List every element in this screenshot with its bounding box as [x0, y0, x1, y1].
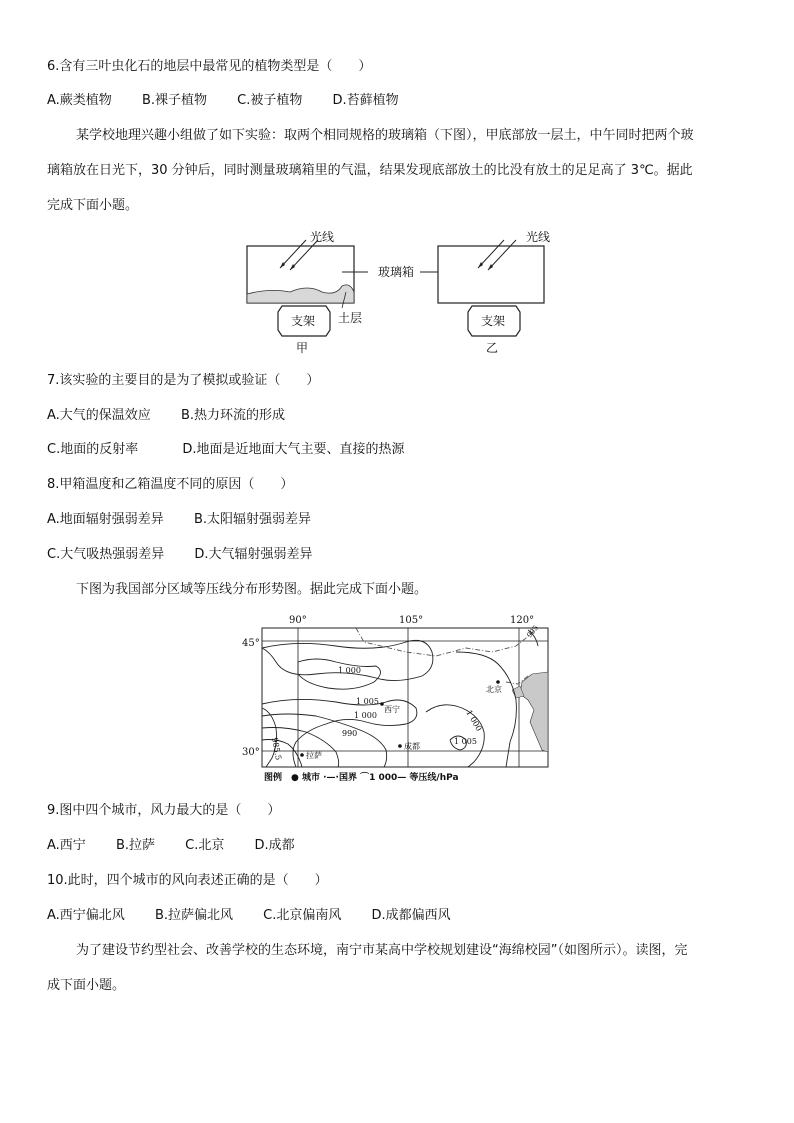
q6-stem: 6.含有三叶虫化石的地层中最常见的植物类型是（ ）	[47, 59, 372, 74]
q8-options-row1	[47, 512, 337, 528]
q10-option-b: B.拉萨偏北风	[154, 908, 234, 923]
q6-option-d: D.苔藓植物	[332, 93, 399, 108]
glass-box-experiment-figure	[230, 226, 570, 356]
q7-options-row2	[47, 442, 431, 458]
q9-stem: 9.图中四个城市，风力最大的是（ ）	[47, 803, 281, 818]
q9-option-c: C.北京	[185, 838, 225, 853]
isobar-label: 1 005	[454, 737, 477, 746]
city-dot-beijing	[496, 680, 500, 684]
q10-option-c: C.北京偏南风	[263, 908, 342, 923]
city-dot-lhasa	[300, 753, 304, 757]
q6-options	[47, 93, 425, 109]
q6-option-b: B.裸子植物	[141, 93, 208, 108]
intro1-line2: 璃箱放在日光下，30 分钟后，同时测量玻璃箱里的气温，结果发现底部放土的比没有放土的足足高了 3℃。据此	[47, 163, 693, 178]
q7-stem: 7.该实验的主要目的是为了模拟或验证（ ）	[47, 373, 320, 388]
q7-option-b: B.热力环流的形成	[180, 408, 286, 423]
q6-option-a: A.蕨类植物	[47, 93, 112, 108]
box-yi-label: 乙	[486, 341, 499, 355]
q8-stem: 8.甲箱温度和乙箱温度不同的原因（ ）	[47, 477, 294, 492]
intro3-line2: 成下面小题。	[47, 978, 126, 993]
q9-option-b: B.拉萨	[115, 838, 156, 853]
lat-label-30: 30°	[242, 747, 260, 758]
q7-options-row1	[47, 408, 311, 424]
city-label-chengdu: 成都	[404, 742, 420, 751]
q8-options-row2	[47, 547, 339, 563]
lat-label-45: 45°	[242, 638, 260, 649]
box-jia-label: 甲	[296, 341, 309, 355]
glass-box-label: 玻璃箱	[378, 265, 415, 279]
lon-label-105: 105°	[399, 615, 424, 626]
soil-layer-label: 土层	[338, 311, 363, 325]
city-label-xining: 西宁	[384, 705, 400, 714]
city-dot-chengdu	[398, 744, 402, 748]
isobar-map-figure	[236, 612, 556, 784]
light-label-left: 光线	[310, 230, 335, 244]
q8-option-a: A.地面辐射强弱差异	[47, 512, 164, 527]
q8-option-c: C.大气吸热强弱差异	[47, 547, 165, 562]
q9-options	[47, 838, 321, 854]
light-label-right: 光线	[526, 230, 551, 244]
q7-option-a: A.大气的保温效应	[47, 408, 151, 423]
isobar-label: 1 005	[356, 697, 379, 706]
q8-option-b: B.太阳辐射强弱差异	[193, 512, 312, 527]
isobar-label: 1 000	[354, 711, 377, 720]
lon-label-90: 90°	[289, 615, 307, 626]
lon-label-120: 120°	[510, 615, 535, 626]
q7-option-d: D.地面是近地面大气主要、直接的热源	[182, 442, 405, 457]
city-label-lhasa: 拉萨	[306, 751, 322, 760]
q6-option-c: C.被子植物	[237, 93, 303, 108]
q9-option-a: A.西宁	[47, 838, 86, 853]
q9-option-d: D.成都	[254, 838, 295, 853]
intro2-text: 下图为我国部分区域等压线分布形势图。据此完成下面小题。	[76, 582, 428, 597]
isobar-label: 1 000	[464, 708, 484, 733]
intro1-line1: 某学校地理兴趣小组做了如下实验：取两个相同规格的玻璃箱（下图），甲底部放一层土，中午同时把两个玻	[76, 128, 694, 143]
q10-options	[47, 908, 477, 924]
isobar-label: 1 000	[338, 666, 361, 675]
q10-stem: 10.此时，四个城市的风向表述正确的是（ ）	[47, 873, 328, 888]
intro3-line1: 为了建设节约型社会、改善学校的生态环境，南宁市某高中学校规划建设“海绵校园”（如图所示）。读图，完	[76, 943, 688, 958]
isobar-label: 995	[525, 623, 541, 640]
q8-option-d: D.大气辐射强弱差异	[194, 547, 313, 562]
stand-right-label: 支架	[481, 314, 506, 328]
q10-option-a: A.西宁偏北风	[47, 908, 125, 923]
q10-option-d: D.成都偏西风	[371, 908, 451, 923]
map-legend: 图例 ● 城市 ·—·国界 ⌒1 000— 等压线/hPa	[264, 773, 459, 783]
q7-option-c: C.地面的反射率	[47, 442, 139, 457]
city-label-beijing: 北京	[486, 685, 502, 694]
stand-left-label: 支架	[291, 314, 316, 328]
intro1-line3: 完成下面小题。	[47, 198, 139, 213]
isobar-label: 985.5	[270, 736, 283, 761]
isobar-label: 990	[342, 729, 358, 738]
